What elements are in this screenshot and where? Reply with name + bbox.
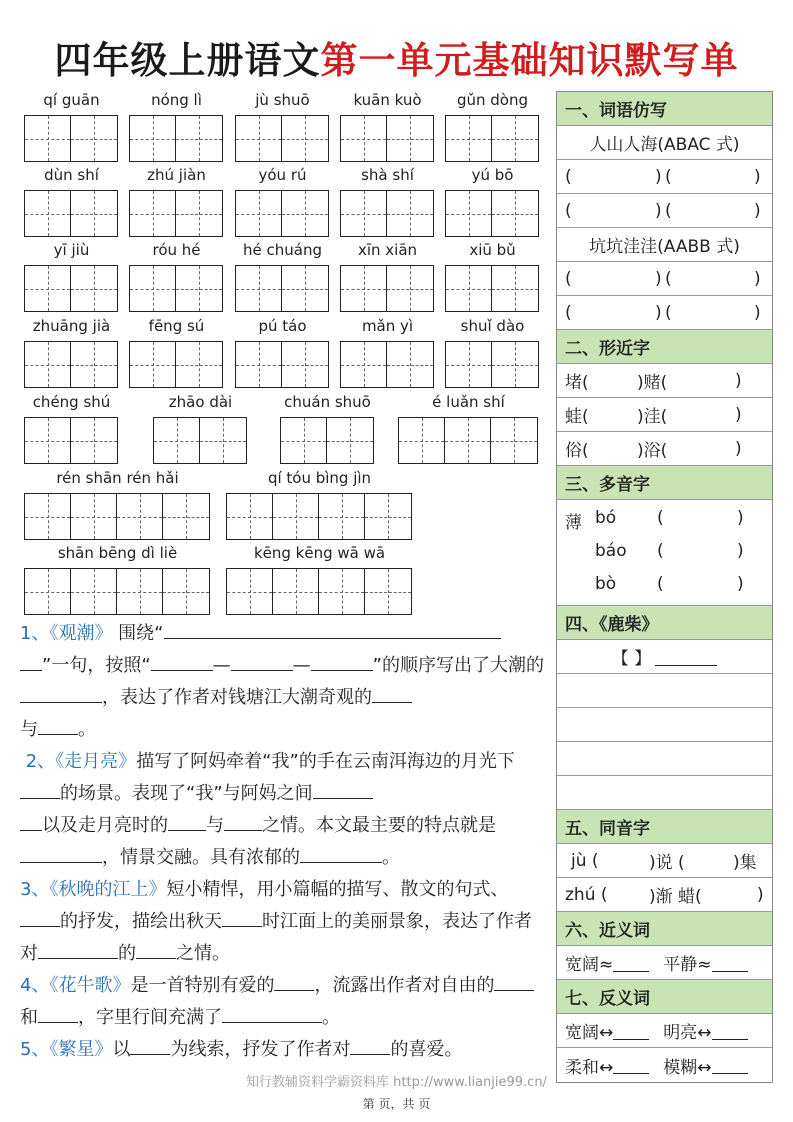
tianzige-cell[interactable] [236,342,282,387]
tianzige-cell[interactable] [445,418,491,463]
blank[interactable] [274,971,314,991]
tianzige-cell[interactable] [491,418,537,463]
tianzige-cell[interactable] [130,342,176,387]
poem-line[interactable] [557,742,772,776]
tianzige-cell[interactable] [282,116,328,161]
tianzige-cell[interactable] [176,191,222,236]
tianzige-cell[interactable] [446,191,492,236]
answer-row[interactable]: ( ) ( ) [557,160,772,194]
antonym-row[interactable]: 宽阔↔ 明亮↔ [557,1014,772,1048]
writing-grid[interactable] [398,417,538,464]
blank[interactable] [151,651,213,671]
pinyin-label: shān bēng dì liè [57,544,178,562]
tianzige-cell[interactable] [492,342,538,387]
writing-grid[interactable] [445,115,539,162]
blank[interactable] [130,1035,170,1055]
watermark: 知行教辅资料学霸资料库 http://www.lianjie99.cn/ [246,1075,547,1090]
paragraph-zouyueliang: 2、《走月亮》描写了阿妈牵着“我”的手在云南洱海边的月光下的场景。表现了“我”与阿妈之间 以及走月亮时的 与 之情。本文最主要的特点就是，情景交融。具有浓郁的 。 [20,746,545,874]
tianzige-cell[interactable] [117,494,163,539]
writing-grid[interactable] [340,115,434,162]
writing-grid[interactable] [24,493,210,540]
tianzige-cell[interactable] [319,494,365,539]
tianzige-cell[interactable] [365,569,411,614]
tianzige-cell[interactable] [71,342,117,387]
tianzige-cell[interactable] [25,191,71,236]
writing-grid[interactable] [129,115,223,162]
tianzige-cell[interactable] [492,116,538,161]
writing-grid[interactable] [226,493,412,540]
writing-grid[interactable] [24,341,118,388]
blank[interactable] [311,651,373,671]
tianzige-cell[interactable] [281,418,327,463]
tianzige-cell[interactable] [130,116,176,161]
writing-grid[interactable] [24,568,210,615]
antonym-row[interactable]: 柔和↔ 模糊↔ [557,1048,772,1082]
section-header-polyphone: 三、多音字 [557,466,772,500]
blank[interactable] [300,843,382,863]
tianzige-cell[interactable] [365,494,411,539]
tianzige-cell[interactable] [282,266,328,311]
blank[interactable] [38,939,118,959]
writing-grid[interactable] [24,265,118,312]
tianzige-cell[interactable] [25,342,71,387]
tianzige-cell[interactable] [176,342,222,387]
tianzige-cell[interactable] [176,116,222,161]
section-header-imitation: 一、词语仿写 [557,92,772,126]
pinyin-label: chuán shuō [284,393,371,411]
tianzige-cell[interactable] [71,191,117,236]
tianzige-cell[interactable] [71,116,117,161]
writing-grid[interactable] [340,341,434,388]
tianzige-cell[interactable] [387,342,433,387]
writing-grid[interactable] [235,190,329,237]
writing-grid[interactable] [235,115,329,162]
blank[interactable] [222,1003,322,1023]
tianzige-cell[interactable] [25,266,71,311]
writing-grid[interactable] [235,265,329,312]
blank[interactable] [20,683,102,703]
page-title [0,30,793,84]
blank[interactable] [372,683,412,703]
pinyin-label: pú táo [258,317,307,335]
similar-char-row[interactable]: 蛙( )洼( ) [557,398,772,432]
tianzige-cell[interactable] [341,116,387,161]
tianzige-cell[interactable] [154,418,200,463]
tianzige-cell[interactable] [117,569,163,614]
section-header-similar-chars: 二、形近字 [557,330,772,364]
writing-grid[interactable] [445,341,539,388]
tianzige-cell[interactable] [130,266,176,311]
section-header-homophone: 五、同音字 [557,810,772,844]
pinyin-label: gǔn dòng [456,91,529,109]
pinyin-label: yú bō [471,166,514,184]
right-exercise-table [556,91,773,1083]
poem-line[interactable] [557,708,772,742]
blank[interactable] [38,715,78,735]
tianzige-cell[interactable] [71,266,117,311]
tianzige-cell[interactable] [176,266,222,311]
answer-row[interactable]: ( ) ( ) [557,194,772,228]
tianzige-cell[interactable] [341,266,387,311]
similar-char-row[interactable]: 堵( )赌( ) [557,364,772,398]
pinyin-label: zhuāng jià [32,317,111,335]
homophone-row[interactable]: jù ( )说 ( )集 [557,844,772,878]
pinyin-label: qí guān [43,91,100,109]
tianzige-cell[interactable] [71,569,117,614]
polyphone-block[interactable]: 薄 bó ( ) báo ( ) bò ( ) [557,500,772,606]
writing-grid[interactable] [340,265,434,312]
pinyin-label: zhāo dài [168,393,233,411]
tianzige-cell[interactable] [200,418,246,463]
tianzige-cell[interactable] [341,342,387,387]
page-number: 第 页，共 页 [362,1097,431,1111]
example-abac: 人山人海(ABAC 式) [557,126,772,160]
writing-grid[interactable] [226,568,412,615]
poem-line[interactable] [557,776,772,810]
writing-grid[interactable] [129,265,223,312]
tianzige-cell[interactable] [236,116,282,161]
blank[interactable] [136,939,176,959]
tianzige-cell[interactable] [446,342,492,387]
tianzige-cell[interactable] [282,342,328,387]
pinyin-label: shà shí [361,166,414,184]
blank[interactable] [231,651,293,671]
blank[interactable] [38,1003,78,1023]
pinyin-label: hé chuáng [243,241,322,259]
example-aabb: 坑坑洼洼(AABB 式) [557,228,772,262]
writing-grid[interactable] [24,417,118,464]
para-title: 《观潮》 [49,623,113,644]
tianzige-cell[interactable] [273,569,319,614]
tianzige-cell[interactable] [236,266,282,311]
pinyin-label: nóng lì [151,91,202,109]
tianzige-cell[interactable] [227,494,273,539]
tianzige-cell[interactable] [163,569,209,614]
poem-title-row[interactable]: 【 】 [557,640,772,674]
writing-grid[interactable] [340,190,434,237]
tianzige-cell[interactable] [71,494,117,539]
writing-grid[interactable] [129,341,223,388]
section-header-antonyms: 七、反义词 [557,980,772,1014]
pinyin-label: kuān kuò [353,91,422,109]
tianzige-cell[interactable] [71,418,117,463]
tianzige-cell[interactable] [387,116,433,161]
tianzige-cell[interactable] [273,494,319,539]
tianzige-cell[interactable] [387,266,433,311]
homophone-row[interactable]: zhú ( )渐 蜡( ) [557,878,772,912]
pinyin-label: é luǎn shí [432,393,505,411]
tianzige-cell[interactable] [327,418,373,463]
paragraph-huaniuge: 4、《花牛歌》是一首特别有爱的 ，流露出作者对自由的和 ，字里行间充满了 。 [20,970,545,1034]
tianzige-cell[interactable] [130,191,176,236]
pinyin-label: xīn xiān [357,241,418,259]
writing-grid[interactable] [235,341,329,388]
blank[interactable] [164,619,501,639]
writing-grid[interactable] [24,115,118,162]
writing-grid[interactable] [280,417,374,464]
poem-line[interactable] [557,674,772,708]
pinyin-label: dùn shí [44,166,99,184]
pinyin-label: róu hé [152,241,201,259]
blank[interactable] [20,811,42,831]
answer-row[interactable]: ( ) ( ) [557,262,772,296]
tianzige-cell[interactable] [387,191,433,236]
writing-grid[interactable] [24,190,118,237]
section-header-synonyms: 六、近义词 [557,912,772,946]
tianzige-cell[interactable] [236,191,282,236]
tianzige-cell[interactable] [399,418,445,463]
writing-grid[interactable] [129,190,223,237]
tianzige-cell[interactable] [492,191,538,236]
blank[interactable] [222,907,262,927]
tianzige-cell[interactable] [319,569,365,614]
blank[interactable] [350,1035,390,1055]
pinyin-label: qí tóu bìng jìn [267,469,372,487]
pinyin-label: fēng sú [148,317,205,335]
pinyin-label: mǎn yì [361,317,414,335]
tianzige-cell[interactable] [227,569,273,614]
title-unit: 第一单元基础知识默写单 [320,39,739,82]
pinyin-label: yī jiù [53,241,90,259]
tianzige-cell[interactable] [25,116,71,161]
blank[interactable] [313,779,373,799]
writing-grid[interactable] [445,190,539,237]
poem-author-blank[interactable] [655,648,717,666]
tianzige-cell[interactable] [446,116,492,161]
writing-grid[interactable] [153,417,247,464]
blank[interactable] [20,907,60,927]
tianzige-cell[interactable] [282,191,328,236]
synonym-row[interactable]: 宽阔≈ 平静≈ [557,946,772,980]
tianzige-cell[interactable] [25,494,71,539]
pinyin-label: xiū bǔ [469,241,516,259]
para-number: 1、 [20,623,50,644]
pinyin-label: rén shān rén hǎi [56,469,179,487]
tianzige-cell[interactable] [492,266,538,311]
pinyin-label: jù shuō [255,91,310,109]
blank[interactable] [20,651,42,671]
pinyin-label: yóu rú [258,166,307,184]
tianzige-cell[interactable] [25,418,71,463]
blank[interactable] [168,811,206,831]
section-header-poem: 四、《鹿柴》 [557,606,772,640]
tianzige-cell[interactable] [25,569,71,614]
blank[interactable] [20,779,60,799]
paragraph-fanxing: 5、《繁星》以 为线索，抒发了作者对 的喜爱。 [20,1034,545,1066]
similar-char-row[interactable]: 俗( )浴( ) [557,432,772,466]
pinyin-label: kēng kēng wā wā [253,544,386,562]
blank[interactable] [20,843,102,863]
tianzige-cell[interactable] [341,191,387,236]
tianzige-cell[interactable] [446,266,492,311]
paragraph-qiuwan: 3、《秋晚的江上》短小精悍，用小篇幅的描写、散文的句式、的抒发，描绘出秋天 时江面上的美丽景象，表达了作者对 的 之情。 [20,879,532,964]
writing-grid[interactable] [445,265,539,312]
tianzige-cell[interactable] [163,494,209,539]
answer-row[interactable]: ( ) ( ) [557,296,772,330]
blank[interactable] [224,811,262,831]
pinyin-label: zhú jiàn [147,166,206,184]
title-grade: 四年级上册语文 [54,39,321,82]
pinyin-label: chéng shú [32,393,111,411]
paragraph-guanchao: 1、《观潮》 围绕“ ”一句，按照“ — — ”的顺序写出了大潮的，表达了作者对钱塘江大潮奇观的 与 。 [20,618,545,746]
blank[interactable] [494,971,534,991]
pinyin-label: shuǐ dào [460,317,525,335]
